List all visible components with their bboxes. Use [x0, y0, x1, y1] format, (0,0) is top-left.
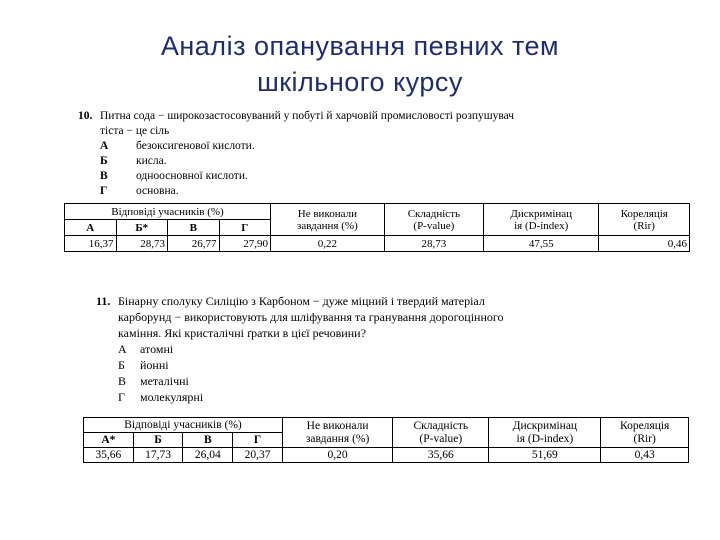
- answer-value: 35,66: [84, 448, 134, 463]
- answer-option: [78, 154, 514, 169]
- results-table-11: [83, 417, 689, 463]
- answer-value: 17,73: [133, 448, 183, 463]
- header-not-completed: Не виконали завдання (%): [271, 204, 385, 236]
- stat-correlation: 0,43: [601, 448, 689, 463]
- question-11: [96, 293, 504, 405]
- table-row: [65, 236, 690, 252]
- table-header-row: [84, 418, 689, 433]
- answer-value: 26,77: [168, 236, 220, 252]
- option-letter: Б: [100, 155, 108, 167]
- option-text: безоксигенової кислоти.: [136, 140, 255, 152]
- stat-not-completed: 0,20: [282, 448, 392, 463]
- stat-not-completed: 0,22: [271, 236, 385, 252]
- header-correlation: Кореляція (Rir): [599, 204, 690, 236]
- header-difficulty: Складність (P-value): [393, 418, 489, 448]
- group-header: Відповіді учасників (%): [65, 204, 271, 220]
- question-stem: Питна сода − широкозастосовуваний у побуті й харчовій промисловості розпушувач: [100, 110, 515, 122]
- header-discrimination: Дискримінац ія (D-index): [484, 204, 599, 236]
- question-stem-continued: карборунд − використовують для шліфування та гранування дорогоцінного: [118, 310, 504, 324]
- option-letter: Б: [118, 358, 125, 372]
- option-text: кисла.: [136, 155, 167, 167]
- answer-label: А: [65, 220, 117, 236]
- answer-value: 26,04: [183, 448, 233, 463]
- table-header-row: [65, 204, 690, 220]
- option-text: основна.: [136, 185, 179, 197]
- stat-discrimination: 47,55: [484, 236, 599, 252]
- option-letter: В: [118, 374, 127, 388]
- question-number: 10.: [78, 110, 93, 122]
- option-text: металічні: [140, 374, 189, 388]
- option-text: одноосновної кислоти.: [136, 170, 248, 182]
- question-number: 11.: [96, 294, 111, 308]
- option-letter: Г: [118, 390, 125, 404]
- table-row: [84, 448, 689, 463]
- answer-option: [78, 169, 514, 184]
- title-line-2: шкільного курсу: [257, 67, 463, 97]
- answer-value: 27,90: [219, 236, 271, 252]
- stat-correlation: 0,46: [599, 236, 690, 252]
- title-line-1: Аналіз опанування певних тем: [160, 31, 560, 61]
- question-10: [78, 109, 514, 199]
- option-text: атомні: [140, 342, 174, 356]
- slide-title: [0, 28, 720, 100]
- question-stem-continued: тіста − це сіль: [100, 125, 170, 137]
- stat-difficulty: 28,73: [384, 236, 483, 252]
- question-stem-continued: каміння. Які кристалічні ґратки в цієї речовини?: [118, 326, 366, 340]
- option-letter: А: [118, 342, 127, 356]
- answer-label: А*: [84, 433, 134, 448]
- answer-label: В: [183, 433, 233, 448]
- answer-value: 20,37: [233, 448, 283, 463]
- option-text: йонні: [140, 358, 169, 372]
- header-correlation: Кореляція (Rir): [601, 418, 689, 448]
- answer-option: [96, 373, 504, 389]
- option-letter: Г: [100, 185, 108, 197]
- option-text: молекулярні: [140, 390, 204, 404]
- stat-discrimination: 51,69: [489, 448, 601, 463]
- answer-option: [96, 357, 504, 373]
- answer-label: Г: [219, 220, 271, 236]
- header-not-completed: Не виконали завдання (%): [282, 418, 392, 448]
- answer-value: 28,73: [116, 236, 168, 252]
- question-stem: Бінарну сполуку Силіцію з Карбоном − дуже міцний і твердий матеріал: [118, 294, 485, 308]
- option-letter: А: [100, 140, 109, 152]
- answer-value: 16,37: [65, 236, 117, 252]
- header-difficulty: Складність (P-value): [384, 204, 483, 236]
- group-header: Відповіді учасників (%): [84, 418, 283, 433]
- answer-option: [78, 184, 514, 199]
- option-letter: В: [100, 170, 108, 182]
- answer-option: [96, 341, 504, 357]
- stat-difficulty: 35,66: [393, 448, 489, 463]
- answer-label: Б*: [116, 220, 168, 236]
- answer-label: Г: [233, 433, 283, 448]
- answer-label: Б: [133, 433, 183, 448]
- header-discrimination: Дискримінац ія (D-index): [489, 418, 601, 448]
- answer-option: [96, 389, 504, 405]
- answer-option: [78, 139, 514, 154]
- answer-label: В: [168, 220, 220, 236]
- results-table-10: [64, 203, 690, 252]
